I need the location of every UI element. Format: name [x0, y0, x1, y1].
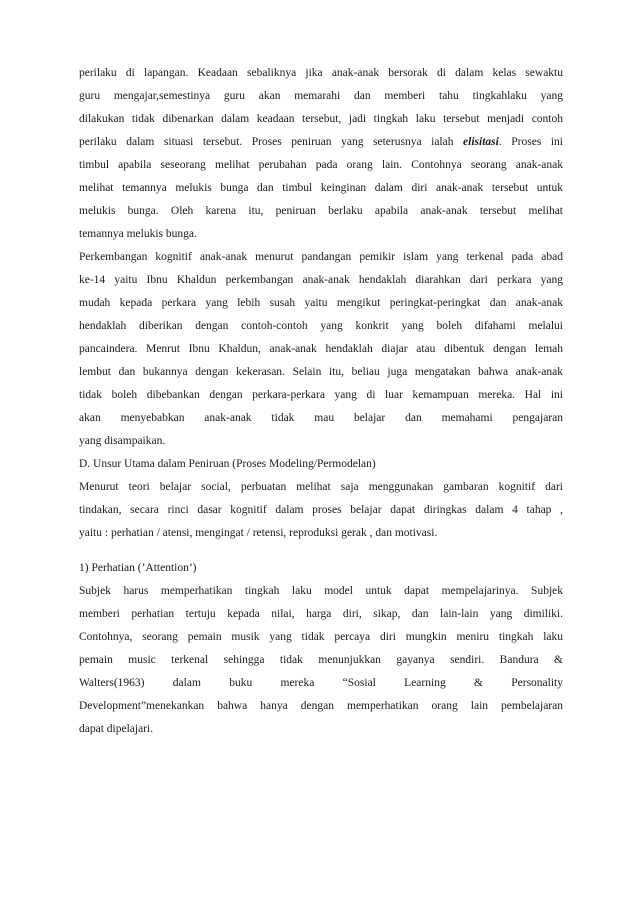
document-page [79, 62, 563, 741]
text-line: Subjek harus memperhatikan tingkah laku model untuk dapat mempelajarinya. Subjek [79, 585, 563, 597]
text-line: akan menyebabkan anak-anak tidak mau belajar dan memahami pengajaran [79, 412, 563, 424]
text-line: dapat dipelajari. [79, 723, 154, 735]
text-line: Walters(1963) dalam buku mereka “Sosial Learning & Personality [79, 677, 563, 689]
text-line: pemain music terkenal sehingga tidak menunjukkan gayanya sendiri. Bandura & [79, 654, 563, 666]
text-line [79, 131, 563, 154]
section-perhatian [79, 557, 563, 741]
text-line: timbul apabila seseorang melihat perubahan pada orang lain. Contohnya seorang anak-anak [79, 159, 563, 171]
text-line: hendaklah diberikan dengan contoh-contoh yang konkrit yang boleh difahami melalui [79, 320, 563, 332]
section-unsur-utama [79, 453, 563, 545]
text-line: melihat temannya melukis bunga dan timbul keinginan dalam diri anak-anak tersebut untuk [79, 182, 563, 194]
text-line: temannya melukis bunga. [79, 228, 197, 240]
text-line: yaitu : perhatian / atensi, mengingat / retensi, reproduksi gerak , dan motivasi. [79, 527, 438, 539]
text-line: lembut dan bukannya dengan kekerasan. Selain itu, beliau juga mengatakan bahwa anak-anak [79, 366, 563, 378]
paragraph-gap [79, 545, 563, 557]
text-line: Development”menekankan bahwa hanya dengan memperhatikan orang lain pembelajaran [79, 700, 563, 712]
text-line: yang disampaikan. [79, 435, 166, 447]
term-elisitasi: elisitasi [463, 136, 499, 148]
text-line: pancaindera. Menrut Ibnu Khaldun, anak-anak hendaklah diajar atau dibentuk dengan lemah [79, 343, 563, 355]
text-line: ke-14 yaitu Ibnu Khaldun perkembangan anak-anak hendaklah diarahkan dari perkara yang [79, 274, 563, 286]
text-fragment: . Proses ini [498, 136, 563, 148]
text-line: Perkembangan kognitif anak-anak menurut pandangan pemikir islam yang terkenal pada abad [79, 251, 563, 263]
text-line: dilakukan tidak dibenarkan dalam keadaan tersebut, jadi tingkah laku tersebut menjadi contoh [79, 113, 563, 125]
text-line: perilaku di lapangan. Keadaan sebaliknya jika anak-anak bersorak di dalam kelas sewaktu [79, 67, 563, 79]
text-line: Menurut teori belajar social, perbuatan melihat saja menggunakan gambaran kognitif dari [79, 481, 563, 493]
subsection-heading: 1) Perhatian (’Attention’) [79, 562, 197, 574]
text-line: melukis bunga. Oleh karena itu, peniruan berlaku apabila anak-anak tersebut melihat [79, 205, 563, 217]
text-line: memberi perhatian tertuju kepada nilai, harga diri, sikap, dan lain-lain yang dimiliki. [79, 608, 563, 620]
text-line: tidak boleh dibebankan dengan perkara-perkara yang di luar kemampuan mereka. Hal ini [79, 389, 563, 401]
text-line: tindakan, secara rinci dasar kognitif dalam proses belajar dapat diringkas dalam 4 tahap , [79, 504, 563, 516]
text-line: mudah kepada perkara yang lebih susah yaitu mengikut peringkat-peringkat dan anak-anak [79, 297, 563, 309]
paragraph-ibnu-khaldun [79, 246, 563, 453]
section-heading: D. Unsur Utama dalam Peniruan (Proses Modeling/Permodelan) [79, 458, 376, 470]
text-line: Contohnya, seorang pemain musik yang tidak percaya diri mungkin meniru tingkah laku [79, 631, 563, 643]
text-fragment: perilaku dalam situasi tersebut. Proses peniruan yang seterusnya ialah [79, 136, 464, 148]
text-line: guru mengajar,semestinya guru akan memarahi dan memberi tahu tingkahlaku yang [79, 90, 563, 102]
paragraph-peniruan [79, 62, 563, 246]
